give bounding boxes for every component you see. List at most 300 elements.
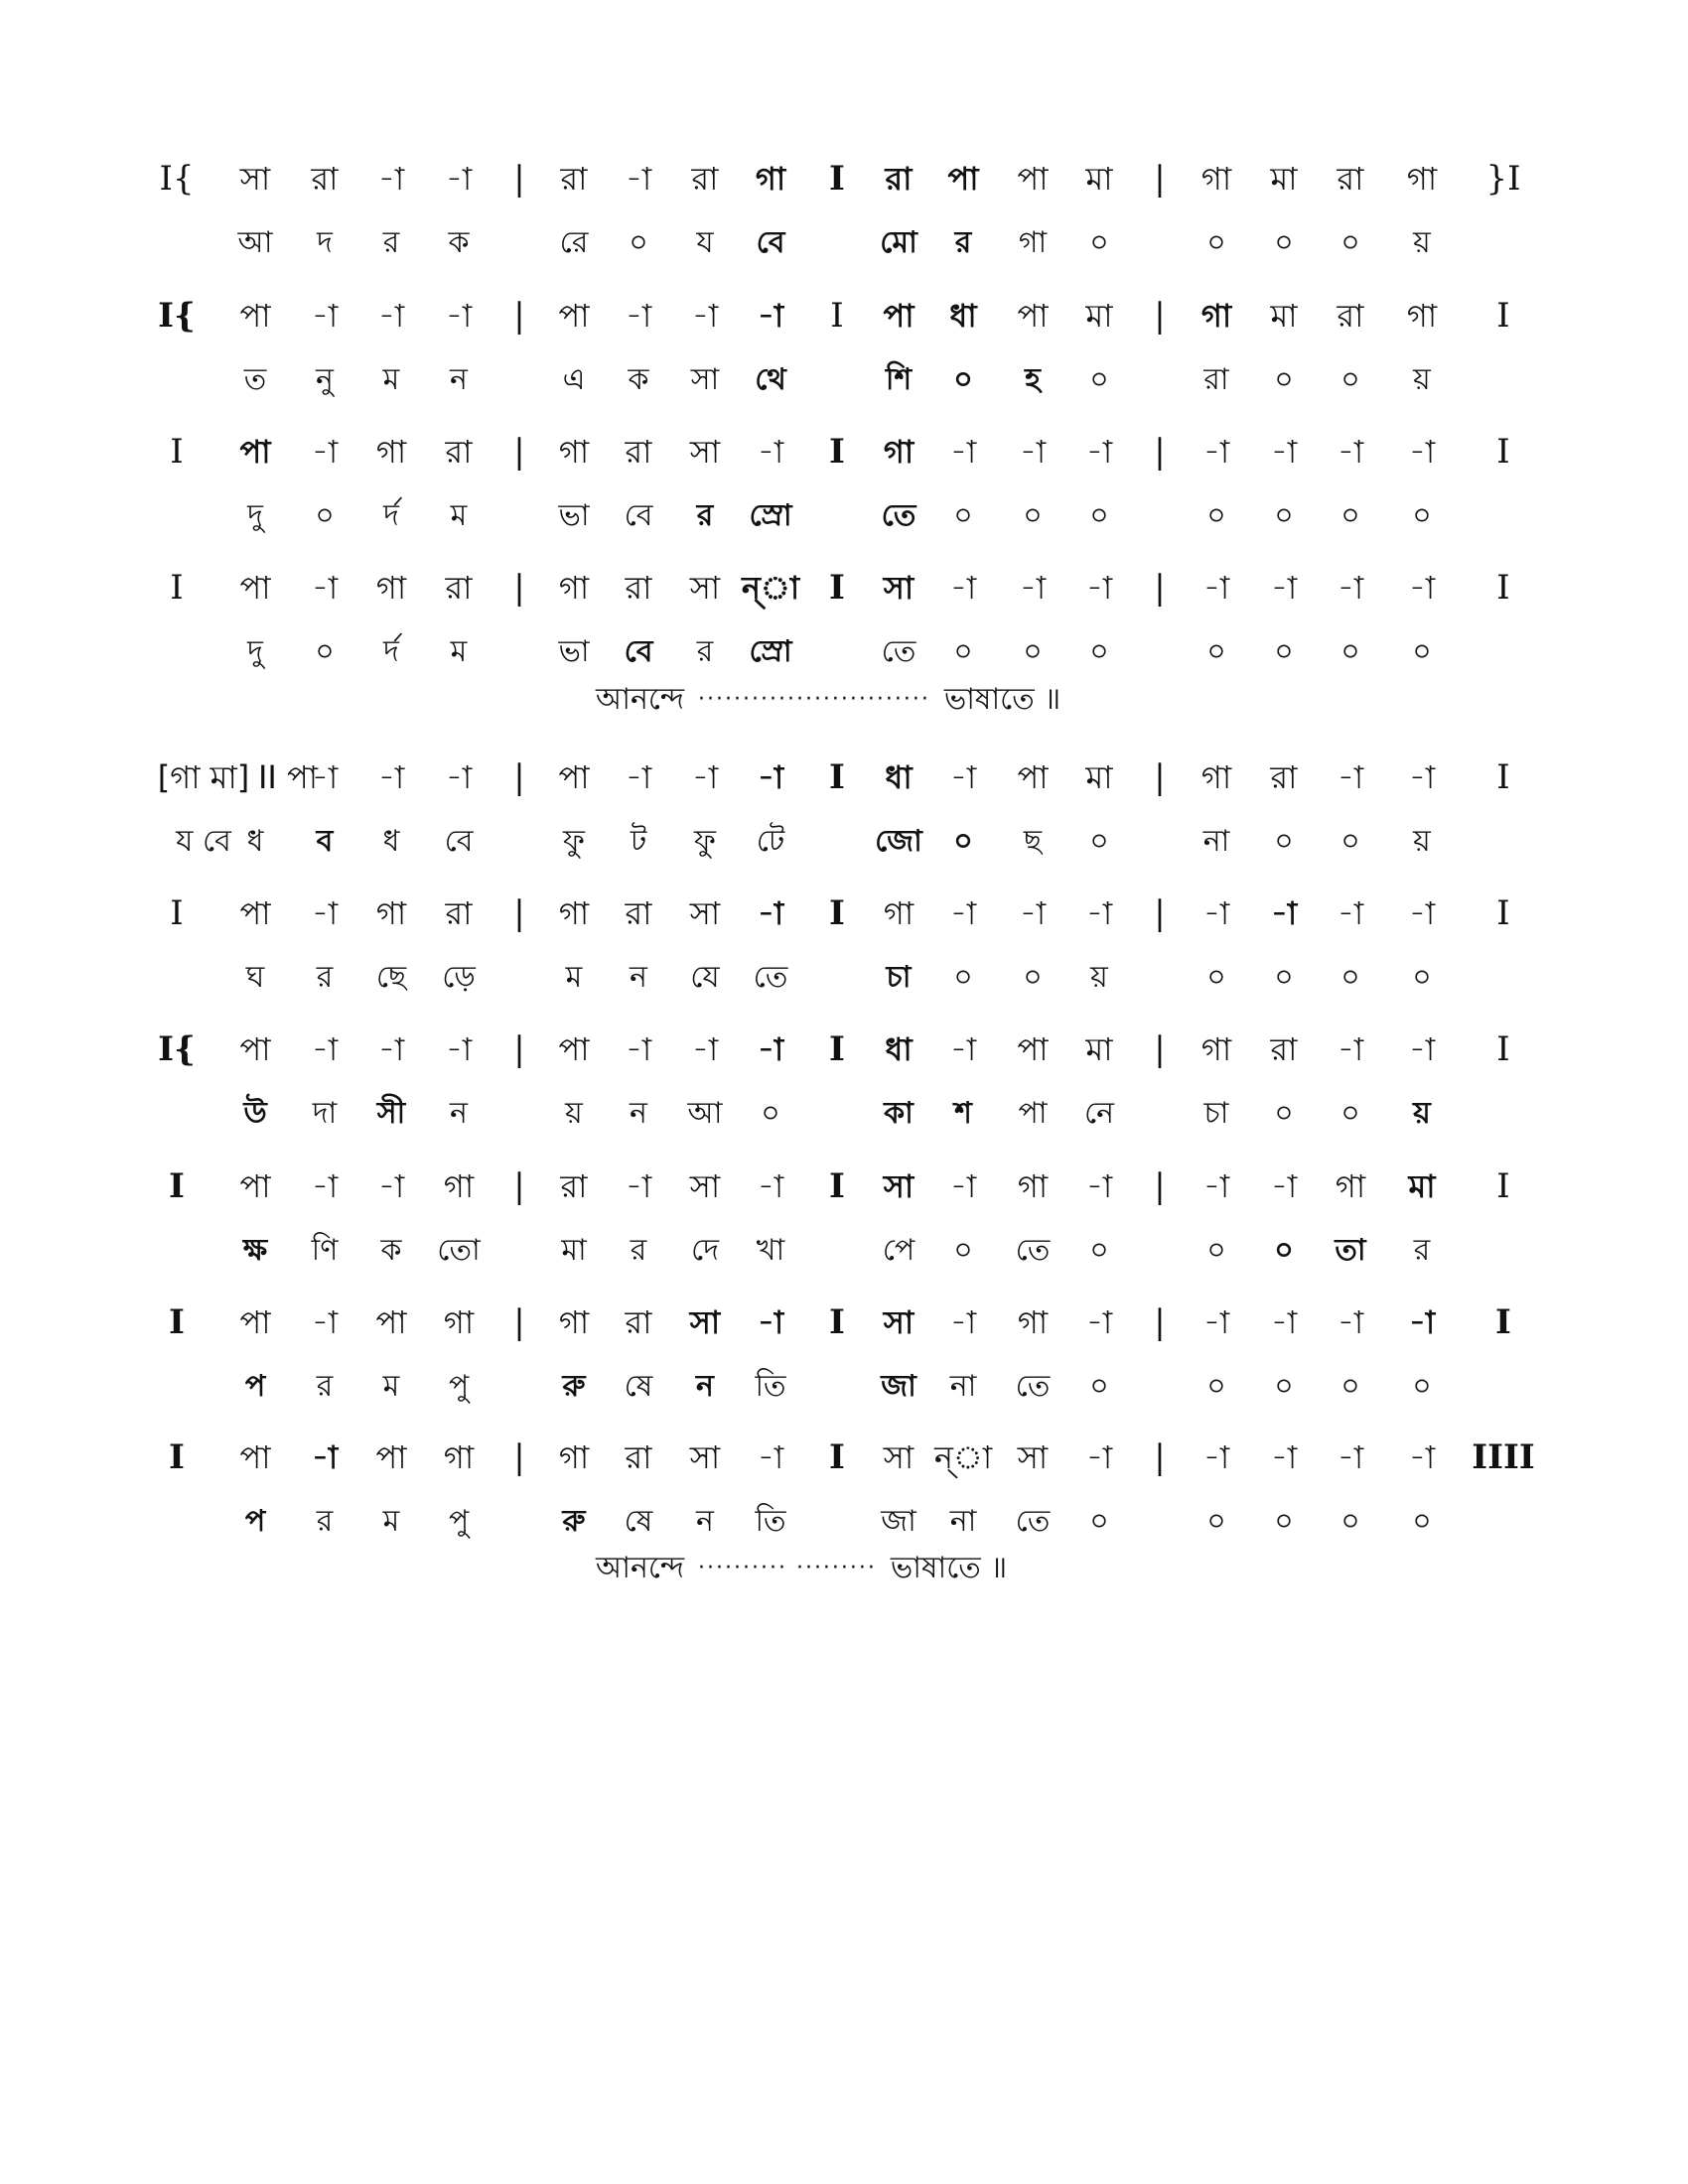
lyric-syllable: তে: [881, 498, 916, 533]
lyric-syllable: র: [696, 634, 714, 669]
lyric-syllable: য়: [1090, 960, 1108, 995]
bar-line: I: [1496, 568, 1510, 608]
swara-note: গা: [1406, 297, 1438, 335]
lyric-syllable: য়: [1413, 824, 1431, 859]
swara-note: -া: [1085, 569, 1113, 607]
lyric-syllable: কা: [884, 1096, 914, 1131]
refrain-line: [596, 680, 1060, 720]
bar-line: I: [1495, 1302, 1511, 1342]
lyric-syllable: ০: [1412, 960, 1432, 995]
swara-note: মা: [1085, 297, 1113, 335]
swara-note: পা: [239, 1167, 271, 1205]
swara-note: গা: [1017, 1167, 1049, 1205]
lyric-syllable: ০: [1412, 1369, 1432, 1404]
swara-note: -া: [377, 758, 405, 796]
bar-line: I: [170, 893, 184, 933]
swara-note: -া: [377, 1030, 405, 1068]
swara-note: পা: [883, 297, 914, 335]
lyric-syllable: ০: [953, 498, 973, 533]
lyric-syllable: দা: [312, 1096, 338, 1131]
lyric-syllable: র: [1413, 1233, 1431, 1268]
lyric-syllable: ০: [1340, 498, 1360, 533]
lyric-syllable: তে: [1015, 1369, 1051, 1404]
bar-line: I: [829, 1302, 845, 1342]
lyric-syllable: সা: [690, 362, 720, 397]
lyric-syllable: পু: [448, 1369, 470, 1404]
swara-note: -া: [1336, 569, 1364, 607]
lyric-syllable: রে: [559, 225, 589, 260]
lyric-syllable: ০: [1023, 498, 1043, 533]
lyric-syllable: ০: [1274, 1504, 1294, 1539]
lyric-syllable: ধ: [246, 824, 264, 859]
lyric-syllable: ০: [1206, 1369, 1226, 1404]
bar-line: |: [513, 1302, 525, 1342]
swara-note: মা: [1085, 160, 1113, 198]
bar-line: I{: [158, 1029, 196, 1069]
swara-note: -া: [311, 1303, 339, 1341]
swara-note: সা: [689, 1438, 721, 1476]
swara-note: -া: [949, 758, 977, 796]
lyric-syllable: তে: [753, 960, 788, 995]
bar-line: }I: [1485, 159, 1521, 199]
lyric-syllable: দু: [247, 634, 263, 669]
swara-note: -া: [1336, 1438, 1364, 1476]
swara-note: -া: [445, 160, 473, 198]
lyric-syllable: ০: [1206, 225, 1226, 260]
lyric-syllable: জো: [875, 824, 922, 859]
bar-line: I: [1496, 432, 1510, 472]
lyric-syllable: প: [244, 1369, 266, 1404]
swara-note: -া: [445, 758, 473, 796]
lyric-syllable: র: [954, 225, 972, 260]
bar-line: |: [513, 893, 525, 933]
swara-note: -া: [949, 1030, 977, 1068]
bar-line: |: [513, 159, 525, 199]
lyric-syllable: র: [316, 1369, 334, 1404]
swara-note: -া: [1019, 894, 1047, 932]
bar-line: I: [169, 1302, 185, 1342]
swara-note: পা: [239, 569, 271, 607]
refrain-start: আনন্দে: [596, 682, 685, 717]
swara-note: গা: [1406, 160, 1438, 198]
bar-line: I: [829, 159, 845, 199]
lyric-syllable: ০: [1340, 634, 1360, 669]
lyric-syllable: ন: [630, 1096, 647, 1131]
swara-note: -া: [1202, 1167, 1230, 1205]
lyric-syllable: ষে: [624, 1504, 653, 1539]
swara-note: পা: [239, 1438, 271, 1476]
swara-note: -া: [691, 297, 719, 335]
swara-note: -া: [1085, 1167, 1113, 1205]
swara-note: ন্া: [933, 1438, 993, 1476]
bar-line: |: [1154, 757, 1166, 797]
bar-line: |: [1154, 568, 1166, 608]
swara-note: পা: [1017, 160, 1049, 198]
swara-note: পা: [947, 160, 979, 198]
lyric-syllable: তা: [1335, 1233, 1366, 1268]
swara-note: সা: [689, 894, 721, 932]
swara-note: -া: [1270, 894, 1298, 932]
lyric-syllable: ০: [1412, 1504, 1432, 1539]
lyric-syllable: প: [244, 1504, 266, 1539]
swara-note: সা: [883, 569, 914, 607]
swara-note: মা: [1085, 758, 1113, 796]
lyric-syllable: র্দ: [383, 634, 399, 669]
refrain-line: [596, 1549, 1007, 1588]
bar-line: I: [829, 1437, 845, 1477]
swara-note: -া: [757, 894, 784, 932]
lyric-syllable: ক: [448, 225, 470, 260]
lyric-syllable: ০: [953, 362, 973, 397]
swara-note: -া: [311, 894, 339, 932]
lyric-syllable: র্দ: [383, 498, 399, 533]
swara-note: পা: [1017, 758, 1049, 796]
swara-note: রা: [625, 1303, 652, 1341]
lyric-syllable: ম: [382, 362, 400, 397]
swara-note: গা: [558, 569, 590, 607]
swara-note: রা: [1336, 160, 1364, 198]
swara-note: গা: [375, 569, 407, 607]
refrain-end: ভাষাতে ॥: [890, 1551, 1008, 1585]
swara-note: -া: [1019, 569, 1047, 607]
lyric-syllable: ০: [953, 824, 973, 859]
lyric-syllable: ০: [1206, 960, 1226, 995]
lyric-syllable: ০: [1206, 1233, 1226, 1268]
lyric-syllable: র: [316, 1504, 334, 1539]
lyric-syllable: ০: [761, 1096, 780, 1131]
swara-note: পা: [375, 1438, 407, 1476]
swara-note: -া: [1202, 433, 1230, 471]
lyric-syllable: ০: [953, 1233, 973, 1268]
lyric-syllable: বে: [444, 824, 474, 859]
lyric-syllable: ০: [315, 498, 335, 533]
lyric-syllable: ০: [1274, 634, 1294, 669]
lyric-syllable: ন: [696, 1369, 714, 1404]
bar-line: |: [513, 296, 525, 336]
swara-note: -া: [311, 1167, 339, 1205]
lyric-syllable: না: [949, 1369, 977, 1404]
lyric-syllable: মো: [880, 225, 917, 260]
lyric-syllable: দ: [317, 225, 333, 260]
swara-note: -া: [625, 297, 652, 335]
swara-note: পা: [558, 758, 590, 796]
lyric-syllable: এ: [562, 362, 586, 397]
swara-note: -া: [1202, 569, 1230, 607]
bar-line: |: [513, 1166, 525, 1206]
lyric-syllable: ব: [316, 824, 334, 859]
lyric-syllable: ড়ে: [442, 960, 476, 995]
swara-note: পা: [239, 433, 271, 471]
lyric-syllable: ০: [1089, 824, 1109, 859]
swara-note: -া: [1408, 894, 1436, 932]
lyric-syllable: ০: [629, 225, 648, 260]
swara-note: -া: [1270, 433, 1298, 471]
lyric-syllable: পা: [1018, 1096, 1048, 1131]
swara-note: গা: [443, 1438, 475, 1476]
swara-note: -া: [1270, 569, 1298, 607]
swara-note: -া: [757, 1030, 784, 1068]
lyric-syllable: ম: [450, 634, 468, 669]
bar-line: |: [513, 1437, 525, 1477]
lyric-syllable: ষে: [624, 1369, 653, 1404]
swara-note: -া: [311, 433, 339, 471]
swara-note: সা: [1017, 1438, 1049, 1476]
swara-note: -া: [757, 758, 784, 796]
lyric-syllable: বে: [756, 225, 785, 260]
swara-note: গা: [1017, 1303, 1049, 1341]
swara-note: রা: [625, 569, 652, 607]
lyric-syllable: ০: [1274, 1233, 1294, 1268]
lyric-syllable: ট: [630, 824, 647, 859]
lyric-syllable: ধ: [382, 824, 400, 859]
lyric-syllable: জা: [881, 1369, 916, 1404]
swara-note: -া: [1202, 894, 1230, 932]
bar-line: |: [1154, 159, 1166, 199]
swara-note: মা: [1270, 297, 1298, 335]
swara-note: -া: [757, 1303, 784, 1341]
swara-note: গা: [883, 433, 914, 471]
lyric-syllable: তে: [881, 634, 916, 669]
lyric-syllable: পে: [882, 1233, 915, 1268]
swara-note: গা: [443, 1167, 475, 1205]
lyric-syllable: ০: [953, 960, 973, 995]
swara-note: গা: [558, 894, 590, 932]
refrain-end: ভাষাতে ॥: [943, 682, 1061, 717]
lyric-syllable: ০: [1206, 1504, 1226, 1539]
lyric-syllable: পু: [448, 1504, 470, 1539]
lyric-syllable: ত: [243, 362, 267, 397]
swara-note: -া: [757, 297, 784, 335]
lyric-syllable: ০: [1089, 634, 1109, 669]
lyric-syllable: ক: [628, 362, 649, 397]
swara-note: -া: [445, 297, 473, 335]
swara-note: -া: [949, 1167, 977, 1205]
swara-note: সা: [689, 569, 721, 607]
bar-line: I: [1496, 893, 1510, 933]
swara-note: -া: [1270, 1303, 1298, 1341]
swara-note: -া: [377, 297, 405, 335]
swara-note: পা: [239, 297, 271, 335]
lyric-syllable: বে: [624, 498, 653, 533]
swara-note: -া: [1336, 1303, 1364, 1341]
lyric-syllable: য বে: [176, 824, 231, 859]
lyric-syllable: তে: [1015, 1504, 1051, 1539]
lyric-syllable: আ: [237, 225, 273, 260]
refrain-dots: ·········· ·········: [698, 1556, 877, 1580]
lyric-syllable: ০: [1412, 498, 1432, 533]
lyric-syllable: ০: [1274, 498, 1294, 533]
lyric-syllable: ০: [1089, 498, 1109, 533]
swara-note: -া: [1270, 1438, 1298, 1476]
swara-note: ধা: [885, 1030, 913, 1068]
bar-line: I: [1496, 1029, 1510, 1069]
swara-note: -া: [691, 1030, 719, 1068]
swara-note: -া: [1336, 1030, 1364, 1068]
bar-line: I{: [158, 296, 196, 336]
bar-line: I: [829, 757, 845, 797]
swara-note: রা: [1270, 758, 1298, 796]
bar-line: I: [829, 432, 845, 472]
lyric-syllable: ভা: [558, 498, 590, 533]
swara-note: -া: [1085, 1438, 1113, 1476]
swara-note: রা: [1270, 1030, 1298, 1068]
lyric-syllable: খা: [756, 1233, 785, 1268]
bar-line: I: [829, 568, 845, 608]
swara-note: -া: [1270, 1167, 1298, 1205]
lyric-syllable: ভা: [558, 634, 590, 669]
swara-note: ন্া: [741, 569, 800, 607]
lyric-syllable: য়: [1413, 225, 1431, 260]
swara-note: গা: [558, 433, 590, 471]
lyric-syllable: ন: [450, 1096, 468, 1131]
swara-note: সা: [689, 433, 721, 471]
bar-line: I: [1496, 296, 1510, 336]
swara-note: রা: [445, 894, 473, 932]
swara-note: -া: [949, 569, 977, 607]
bar-line: I: [169, 1166, 185, 1206]
lyric-syllable: র: [696, 498, 714, 533]
swara-note: [গা মা]: [157, 758, 250, 796]
lyric-syllable: ক্ষ: [242, 1233, 268, 1268]
swara-note: গা: [443, 1303, 475, 1341]
lyric-syllable: ০: [1274, 225, 1294, 260]
bar-line: I{: [159, 159, 195, 199]
lyric-syllable: স্রো: [749, 498, 792, 533]
swara-note: ধা: [885, 758, 913, 796]
swara-note: -া: [377, 160, 405, 198]
lyric-syllable: র: [382, 225, 400, 260]
lyric-syllable: চা: [1203, 1096, 1229, 1131]
bar-line: |: [1154, 432, 1166, 472]
swara-note: -া: [1085, 894, 1113, 932]
lyric-syllable: ০: [1340, 824, 1360, 859]
bar-line: |: [1154, 1166, 1166, 1206]
bar-line: I: [829, 1029, 845, 1069]
swara-note: রা: [445, 569, 473, 607]
swara-note: গা: [883, 894, 914, 932]
swara-note: -া: [1408, 433, 1436, 471]
lyric-syllable: ফু: [694, 824, 716, 859]
lyric-syllable: ০: [1089, 362, 1109, 397]
swara-note: -া: [625, 1030, 652, 1068]
swara-note: সা: [689, 1303, 721, 1341]
lyric-syllable: ক: [380, 1233, 402, 1268]
lyric-syllable: য়: [1413, 1096, 1431, 1131]
lyric-syllable: র: [316, 960, 334, 995]
lyric-syllable: থে: [755, 362, 786, 397]
swara-note: মা: [1270, 160, 1298, 198]
lyric-syllable: দে: [691, 1233, 719, 1268]
swara-note: -া: [757, 433, 784, 471]
lyric-syllable: মা: [561, 1233, 587, 1268]
bar-line: I: [170, 432, 184, 472]
swara-note: রা: [1336, 297, 1364, 335]
lyric-syllable: য: [696, 225, 714, 260]
swara-note: -া: [1019, 433, 1047, 471]
lyric-syllable: ০: [1340, 960, 1360, 995]
lyric-syllable: ম: [382, 1504, 400, 1539]
swara-note: -া: [1408, 1438, 1436, 1476]
lyric-syllable: শি: [885, 362, 913, 397]
swara-note: গা: [558, 1438, 590, 1476]
lyric-syllable: যে: [690, 960, 720, 995]
lyric-syllable: ০: [1340, 362, 1360, 397]
lyric-syllable: ০: [1206, 498, 1226, 533]
swara-note: -া: [949, 1303, 977, 1341]
swara-note: রা: [445, 433, 473, 471]
swara-note: গা: [1200, 297, 1232, 335]
bar-line: I: [169, 1437, 185, 1477]
lyric-syllable: তে: [1015, 1233, 1051, 1268]
lyric-syllable: ০: [1412, 634, 1432, 669]
lyric-syllable: তি: [755, 1504, 786, 1539]
lyric-syllable: উ: [243, 1096, 267, 1131]
lyric-syllable: বে: [624, 634, 653, 669]
lyric-syllable: রু: [562, 1369, 586, 1404]
lyric-syllable: ণি: [311, 1233, 339, 1268]
lyric-syllable: ০: [1089, 1504, 1109, 1539]
lyric-syllable: শ: [954, 1096, 972, 1131]
swara-note: রা: [311, 160, 339, 198]
swara-note: গা: [755, 160, 786, 198]
swara-note: -া: [1336, 433, 1364, 471]
bar-line: I: [1496, 757, 1510, 797]
lyric-syllable: আ: [687, 1096, 723, 1131]
swara-note: -া: [1085, 1303, 1113, 1341]
bar-line: I: [170, 568, 184, 608]
swara-note: পা: [239, 1030, 271, 1068]
swara-note: -া: [1408, 758, 1436, 796]
swara-note: -া: [625, 160, 652, 198]
lyric-syllable: হ: [1025, 362, 1041, 397]
swara-note: -া: [445, 1030, 473, 1068]
swara-note: গা: [558, 1303, 590, 1341]
lyric-syllable: ন: [450, 362, 468, 397]
swara-note: পা: [558, 297, 590, 335]
lyric-syllable: ম: [565, 960, 583, 995]
swara-note: পা: [239, 894, 271, 932]
lyric-syllable: তি: [755, 1369, 786, 1404]
bar-line: |: [1154, 1437, 1166, 1477]
swara-note: -া: [625, 1167, 652, 1205]
swara-note: পা: [375, 1303, 407, 1341]
swara-note: -া: [1336, 894, 1364, 932]
lyric-syllable: ০: [1023, 960, 1043, 995]
lyric-syllable: ০: [1274, 362, 1294, 397]
bar-line: |: [513, 1029, 525, 1069]
bar-line: |: [513, 757, 525, 797]
lyric-syllable: টে: [756, 824, 785, 859]
lyric-syllable: নু: [316, 362, 334, 397]
swara-note: গা: [1200, 1030, 1232, 1068]
swara-note: -া: [949, 894, 977, 932]
lyric-syllable: সী: [376, 1096, 406, 1131]
swara-note: পা: [1017, 1030, 1049, 1068]
lyric-syllable: জা: [881, 1504, 916, 1539]
swara-note: II পা: [257, 758, 319, 796]
swara-note: গা: [375, 894, 407, 932]
swara-note: মা: [1408, 1167, 1436, 1205]
refrain-dots: ··························: [698, 687, 930, 712]
lyric-syllable: না: [1202, 824, 1230, 859]
swara-note: -া: [1085, 433, 1113, 471]
swara-note: রা: [625, 433, 652, 471]
lyric-syllable: ০: [1340, 1096, 1360, 1131]
swara-note: পা: [558, 1030, 590, 1068]
lyric-syllable: ম: [450, 498, 468, 533]
swara-note: -া: [1408, 1030, 1436, 1068]
swara-note: সা: [883, 1167, 914, 1205]
